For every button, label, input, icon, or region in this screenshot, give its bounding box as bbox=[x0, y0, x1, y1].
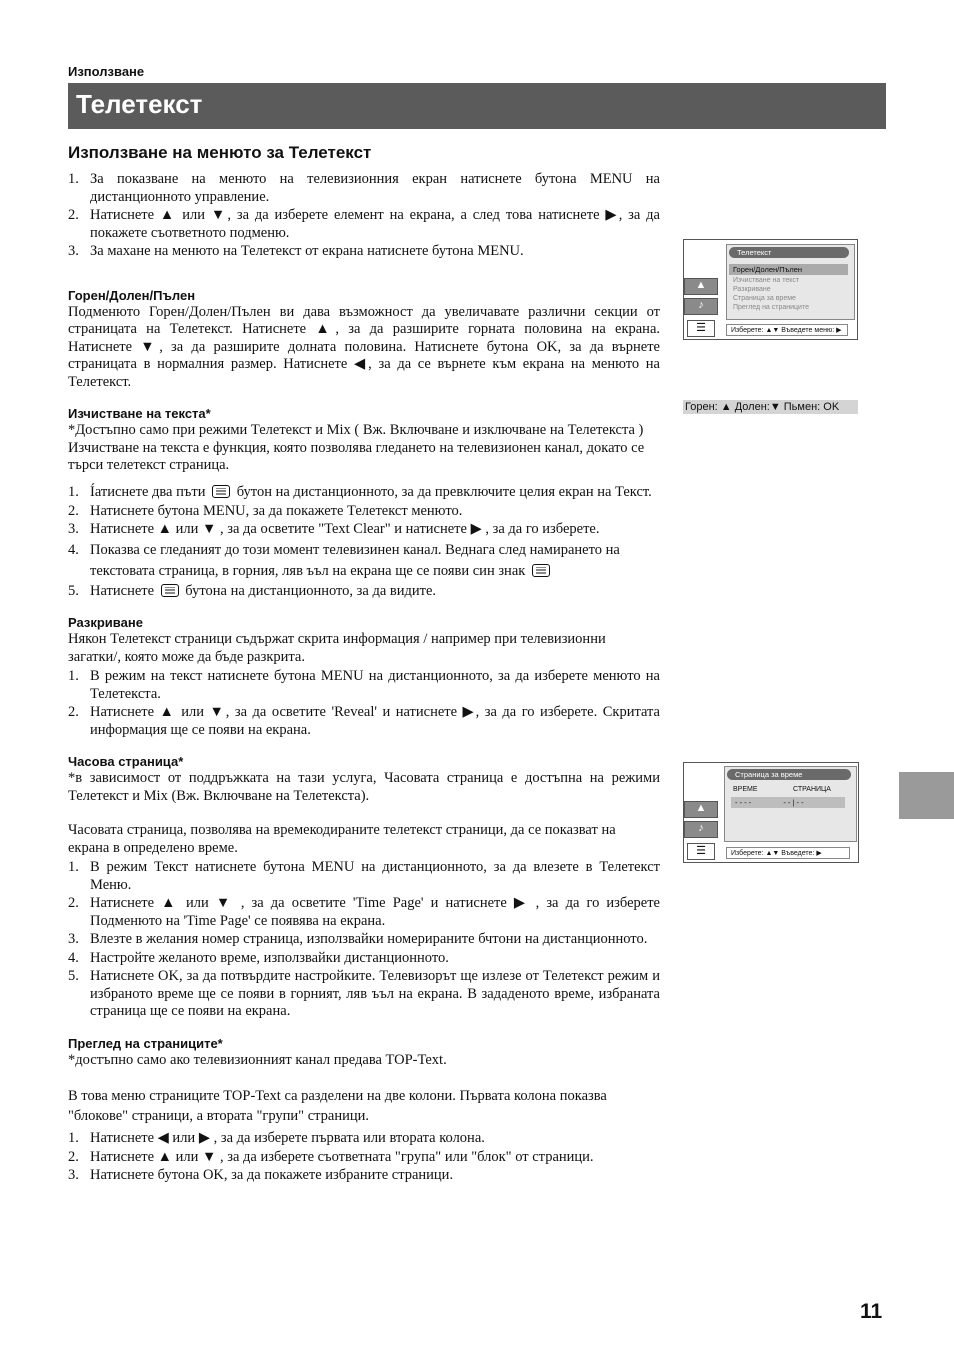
list-item: 5. Натиснете OK, за да потвърдите настройките. Телевизорът ще излезе от Телетекст режим и избраното време ще се появи в горният, ляв ъъл на екрана. В зададеното време, избраната страница ще се появи на екрана. bbox=[68, 968, 660, 1019]
list-item: 2. Натиснете бутона MENU, за да покажете Телетекст менюто. bbox=[68, 502, 463, 519]
zoom-heading: Горен/Долен/Пълен bbox=[68, 287, 196, 303]
sound-icon: ♪ bbox=[684, 298, 718, 315]
section-thumb-tab bbox=[899, 772, 954, 819]
menu-item-selected[interactable]: Горен/Долен/Пълен bbox=[729, 264, 848, 275]
list-item: 2. Натиснете ▲ или ▼ , за да изберете съответната "група" или "блок" от страници. bbox=[68, 1148, 594, 1165]
list-item: 2. Натиснете ▲ или ▼ , за да осветите 'Time Page' и натиснете ▶ , за да го изберете Подменюто на 'Time Page' се появява на екрана. bbox=[68, 895, 660, 929]
picture-icon: ▲ bbox=[684, 278, 718, 295]
page-column-label: СТРАНИЦА bbox=[793, 786, 831, 793]
teletext-menu-screen bbox=[683, 239, 858, 340]
list-item: 4. Показва се гледаният до този момент телевизинен канал. Веднага след намирането на текстовата страница, в горния, ляв ъъл на екрана ще се появи син знак bbox=[68, 541, 620, 579]
breadcrumb: Използване bbox=[68, 64, 145, 79]
time-page-footer: Изберете: ▲▼ Въведете: ▶ bbox=[726, 847, 850, 859]
page-value[interactable]: - - | - - bbox=[783, 798, 804, 807]
teletext-icon: ☰ bbox=[687, 843, 715, 860]
page-number: 11 bbox=[860, 1300, 883, 1323]
clear-heading: Изчистване на текста* bbox=[68, 406, 211, 421]
time-entry-row[interactable] bbox=[731, 797, 845, 808]
list-item: 5. Натиснете бутона на дистанционното, за да видите. bbox=[68, 582, 437, 599]
teletext-icon bbox=[532, 564, 550, 577]
section-title: Използване на менюто за Телетекст bbox=[68, 143, 372, 162]
menu-item[interactable]: Изчистване на текст bbox=[733, 277, 800, 284]
zoom-text: Подменюто Горен/Долен/Пълен ви дава възможност да увеличавате различни секции от страницата на Телетекст. Натиснете ▲, за да разширите горната половина на екрана. Натиснете ▼, за да разширите долната половина. Натиснете бутона OK, за да върнете страницата в нормалния размер. Натиснете ◀, за да се върнете към екрана на менюто на Телетекст. bbox=[68, 303, 660, 390]
time-value[interactable]: - - - - bbox=[735, 798, 752, 807]
timepage-text: Часовата страница, позволява на времекодираните телетекст страници, да се показват на екрана в определено време. bbox=[68, 822, 616, 856]
overview-note: *достъпно само ако телевизионният канал предава TOP-Text. bbox=[68, 1051, 447, 1068]
menu-item[interactable]: Разкриване bbox=[733, 286, 771, 293]
picture-icon: ▲ bbox=[684, 801, 718, 818]
menu-steps bbox=[68, 171, 660, 261]
menu-panel bbox=[726, 244, 855, 320]
teletext-icon: ☰ bbox=[687, 320, 715, 337]
time-page-screen bbox=[683, 762, 859, 863]
main-content bbox=[68, 143, 660, 1186]
time-page-title: Страница за време bbox=[727, 769, 851, 780]
overview-text: В това меню страниците TOP-Text са разделени на две колони. Първата колона показва "блокове" страници, а втората "групи" страници. bbox=[68, 1088, 607, 1124]
title-bar bbox=[68, 83, 886, 129]
clear-steps bbox=[68, 483, 660, 601]
timepage-steps bbox=[68, 859, 660, 1021]
timepage-note: *в зависимост от поддръжката на тази услуга, Часовата страница е достъпна на режими Телетекст и Mix (Вж. Включване на Телетекста). bbox=[68, 770, 660, 804]
menu-item[interactable]: Страница за време bbox=[733, 295, 796, 302]
timepage-heading: Часова страница* bbox=[68, 754, 184, 769]
list-item: 1. Íатиснете два пъти бутон на дистанционното, за да превключите целия екран на Текст. bbox=[68, 483, 652, 500]
list-item: 3. Влезте в желания номер страница, използвайки номерираните бчтони на дистанционното. bbox=[68, 931, 648, 947]
list-item: 1. В режим на текст натиснете бутона MENU на дистанционното, за да изберете менюто на Телетекста. bbox=[68, 668, 660, 702]
list-item: 3. За махане на менюто на Телетекст от екрана натиснете бутона MENU. bbox=[68, 243, 524, 259]
zoom-caption: Горен: ▲ Долен:▼ Пьмен: OK bbox=[683, 400, 858, 414]
sound-icon: ♪ bbox=[684, 821, 718, 838]
page-title: Телетекст bbox=[76, 89, 203, 119]
clear-text: Изчистване на текста е функция, която позволява гледането на телевизионен канал, докато се търси телетекст страница. bbox=[68, 439, 645, 473]
list-item: 3. Натиснете бутона OK, за да покажете избраните страници. bbox=[68, 1167, 454, 1183]
overview-heading: Преглед на страниците* bbox=[68, 1035, 223, 1051]
clear-note: *Достъпно само при режими Телетекст и Mix ( Вж. Включване и изключване на Телетекста ) bbox=[68, 422, 644, 438]
menu-title: Телетекст bbox=[729, 247, 849, 258]
list-item: 2. Натиснете ▲ или ▼, за да осветите 'Reveal' и натиснете ▶, за да го изберете. Скритата информация ще се появи на екрана. bbox=[68, 704, 660, 738]
reveal-text: Някон Телетекст страници съдържат скрита информация / например при телевизионни загатки/, която може да бъде разкрита. bbox=[68, 631, 606, 665]
list-item: 2. Натиснете ▲ или ▼, за да изберете елемент на екрана, а след това натиснете ▶, за да покажете съответното подменю. bbox=[68, 207, 660, 241]
menu-item[interactable]: Преглед на страниците bbox=[733, 304, 809, 311]
overview-steps bbox=[68, 1130, 660, 1185]
reveal-heading: Разкриване bbox=[68, 615, 143, 630]
time-column-label: ВРЕМЕ bbox=[733, 786, 758, 793]
teletext-icon bbox=[212, 485, 230, 498]
teletext-icon bbox=[161, 584, 179, 597]
list-item: 1. Натиснете ◀ или ▶ , за да изберете първата или втората колона. bbox=[68, 1130, 485, 1146]
reveal-steps bbox=[68, 668, 660, 739]
list-item: 3. Натиснете ▲ или ▼ , за да осветите "Text Clear" и натиснете ▶ , за да го изберете. bbox=[68, 521, 600, 537]
list-item: 4. Настройте желаното време, използвайки дистанционното. bbox=[68, 949, 449, 966]
list-item: 1. В режим Текст натиснете бутона MENU на дистанционното, за да влезете в Телетекст Меню. bbox=[68, 859, 660, 893]
menu-footer: Изберете: ▲▼ Въведете меню: ▶ bbox=[726, 324, 848, 336]
time-page-panel bbox=[724, 766, 857, 842]
list-item: 1. За показване на менюто на телевизионния екран натиснете бутона MENU на дистанционното управление. bbox=[68, 171, 660, 205]
